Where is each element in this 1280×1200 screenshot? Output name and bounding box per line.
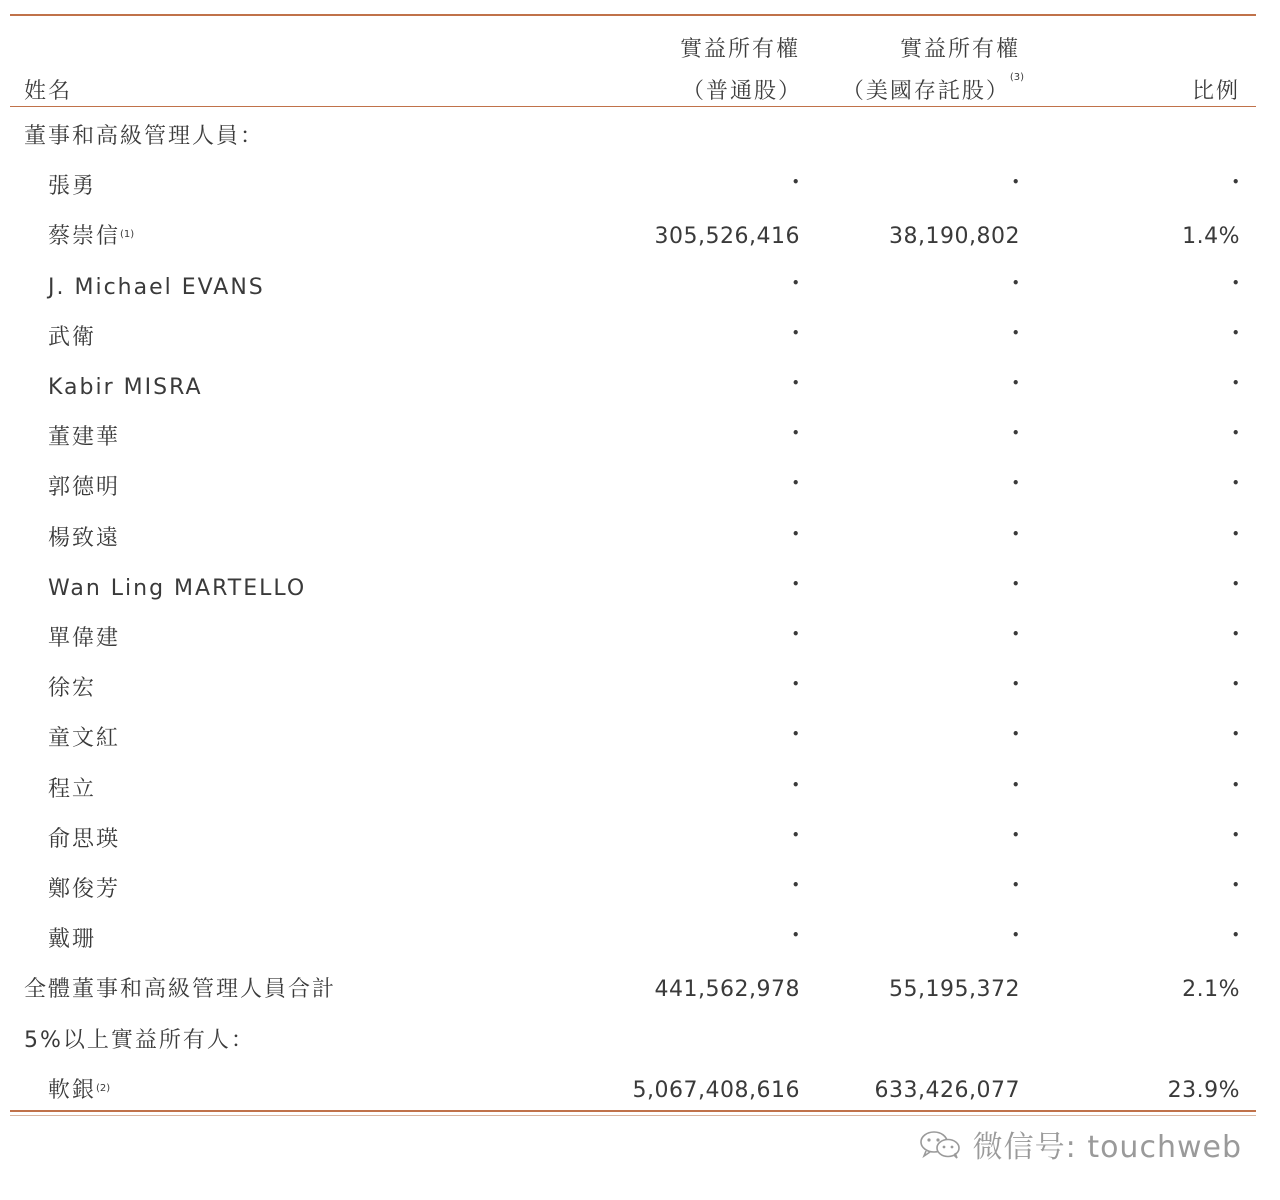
not-applicable-mark: •	[791, 827, 800, 842]
value-cell-b: 38,190,802	[889, 224, 1020, 250]
table-row	[0, 1066, 1280, 1116]
row-name-cell	[48, 564, 306, 614]
section-row-major-holders	[0, 1016, 1280, 1066]
table-row	[0, 915, 1280, 965]
not-applicable-mark: •	[791, 275, 800, 290]
not-applicable-mark: •	[1231, 325, 1240, 340]
row-name-cell	[48, 915, 96, 965]
not-applicable-mark: •	[791, 627, 800, 641]
not-applicable-mark: •	[791, 677, 800, 692]
not-applicable-mark: •	[1011, 376, 1020, 390]
header-col-b-line1: 實益所有權	[899, 37, 1020, 62]
not-applicable-mark: •	[1231, 576, 1240, 591]
table-row	[0, 664, 1280, 714]
row-name: 戴珊	[48, 927, 97, 953]
total-row	[0, 965, 1280, 1015]
not-applicable-mark: •	[1011, 627, 1020, 641]
table-row	[0, 564, 1280, 614]
table-header-rule	[10, 106, 1256, 107]
row-name: 董建華	[48, 425, 121, 451]
not-applicable-mark: •	[1231, 376, 1240, 390]
not-applicable-mark: •	[791, 476, 800, 491]
table-row	[0, 363, 1280, 413]
not-applicable-mark: •	[1231, 677, 1240, 692]
section-row-directors	[0, 112, 1280, 162]
not-applicable-mark: •	[791, 376, 800, 390]
row-name-cell	[48, 765, 96, 815]
wechat-icon	[917, 1129, 963, 1159]
table-row	[0, 263, 1280, 313]
table-row	[0, 765, 1280, 815]
table-row	[0, 865, 1280, 915]
row-name-cell	[48, 463, 120, 513]
value-cell-a: 5,067,408,616	[632, 1077, 800, 1103]
total-value-c: 2.1%	[1182, 977, 1240, 1003]
watermark	[917, 1122, 1242, 1166]
row-name: 武衛	[48, 324, 97, 350]
row-name-cell	[48, 1066, 110, 1116]
not-applicable-mark: •	[1231, 175, 1240, 190]
table-top-rule	[10, 14, 1256, 16]
row-name-cell	[48, 212, 134, 262]
value-cell-b: 633,426,077	[874, 1077, 1020, 1103]
total-value-a: 441,562,978	[654, 977, 800, 1003]
row-name: 童文紅	[48, 726, 121, 752]
not-applicable-mark: •	[1231, 275, 1240, 290]
not-applicable-mark: •	[791, 727, 800, 742]
header-col-a-line2: （普通股）	[681, 79, 802, 104]
not-applicable-mark: •	[1011, 777, 1020, 792]
not-applicable-mark: •	[1011, 677, 1020, 692]
row-name: Kabir MISRA	[48, 375, 203, 400]
row-name: Wan Ling MARTELLO	[48, 575, 307, 601]
row-name-cell	[48, 263, 265, 313]
not-applicable-mark: •	[791, 175, 800, 190]
row-name-cell	[48, 614, 120, 664]
value-cell-c: 23.9%	[1167, 1077, 1240, 1103]
not-applicable-mark: •	[1231, 727, 1240, 742]
row-name: 徐宏	[48, 676, 97, 702]
header-name: 姓名	[24, 79, 73, 104]
not-applicable-mark: •	[1011, 426, 1020, 441]
row-name: 單偉建	[48, 626, 121, 651]
not-applicable-mark: •	[1011, 928, 1020, 943]
header-col-b-line2-text: （美國存託股）	[841, 79, 1010, 104]
value-cell-c: 1.4%	[1182, 224, 1240, 250]
section-title-major-holders: 5%以上實益所有人：	[24, 1027, 255, 1053]
table-row	[0, 714, 1280, 764]
table-row	[0, 514, 1280, 564]
not-applicable-mark: •	[1231, 476, 1240, 491]
row-name: J. Michael EVANS	[48, 274, 265, 300]
not-applicable-mark: •	[791, 325, 800, 340]
row-name-cell	[48, 664, 96, 714]
table-row	[0, 313, 1280, 363]
not-applicable-mark: •	[1231, 526, 1240, 541]
total-label: 全體董事和高級管理人員合計	[24, 977, 337, 1003]
not-applicable-mark: •	[1231, 627, 1240, 641]
not-applicable-mark: •	[1011, 576, 1020, 591]
not-applicable-mark: •	[1011, 827, 1020, 842]
row-footnote: (1)	[120, 229, 135, 241]
header-col-b-line2	[842, 74, 1024, 105]
not-applicable-mark: •	[791, 777, 800, 792]
row-footnote: (2)	[96, 1082, 111, 1094]
row-name-cell	[48, 162, 96, 212]
not-applicable-mark: •	[1231, 878, 1240, 892]
not-applicable-mark: •	[1231, 426, 1240, 441]
not-applicable-mark: •	[791, 576, 800, 591]
row-name: 張勇	[48, 174, 97, 200]
table-row	[0, 463, 1280, 513]
not-applicable-mark: •	[1011, 526, 1020, 541]
total-value-b: 55,195,372	[889, 977, 1020, 1003]
not-applicable-mark: •	[1011, 275, 1020, 290]
header-col-a-line1: 實益所有權	[679, 37, 800, 62]
row-name: 俞思瑛	[48, 826, 121, 852]
table-row	[0, 413, 1280, 463]
table-row	[0, 162, 1280, 212]
not-applicable-mark: •	[1231, 928, 1240, 943]
table-row	[0, 212, 1280, 262]
header-col-b-footnote: (3)	[1009, 72, 1024, 83]
row-name-cell	[48, 815, 120, 865]
header-col-c: 比例	[1191, 79, 1240, 104]
not-applicable-mark: •	[791, 878, 800, 892]
not-applicable-mark: •	[1231, 777, 1240, 792]
row-name-cell	[48, 413, 120, 463]
row-name: 蔡崇信	[48, 224, 121, 250]
table-row	[0, 614, 1280, 664]
row-name: 軟銀	[48, 1077, 97, 1103]
watermark-text: 微信号: touchweb	[972, 1130, 1242, 1165]
row-name-cell	[48, 865, 120, 915]
not-applicable-mark: •	[1011, 727, 1020, 742]
value-cell-a: 305,526,416	[654, 224, 800, 250]
row-name: 鄭俊芳	[48, 877, 121, 902]
row-name: 楊致遠	[48, 525, 121, 551]
row-name-cell	[48, 363, 203, 413]
not-applicable-mark: •	[1011, 175, 1020, 190]
row-name: 程立	[48, 776, 97, 802]
section-title-directors: 董事和高級管理人員：	[24, 124, 265, 149]
row-name-cell	[48, 714, 120, 764]
not-applicable-mark: •	[791, 426, 800, 441]
not-applicable-mark: •	[1011, 476, 1020, 491]
not-applicable-mark: •	[791, 526, 800, 541]
row-name-cell	[48, 313, 96, 363]
row-name-cell	[48, 514, 120, 564]
not-applicable-mark: •	[791, 928, 800, 943]
table-row	[0, 815, 1280, 865]
not-applicable-mark: •	[1231, 827, 1240, 842]
not-applicable-mark: •	[1011, 325, 1020, 340]
not-applicable-mark: •	[1011, 878, 1020, 892]
row-name: 郭德明	[48, 475, 121, 501]
